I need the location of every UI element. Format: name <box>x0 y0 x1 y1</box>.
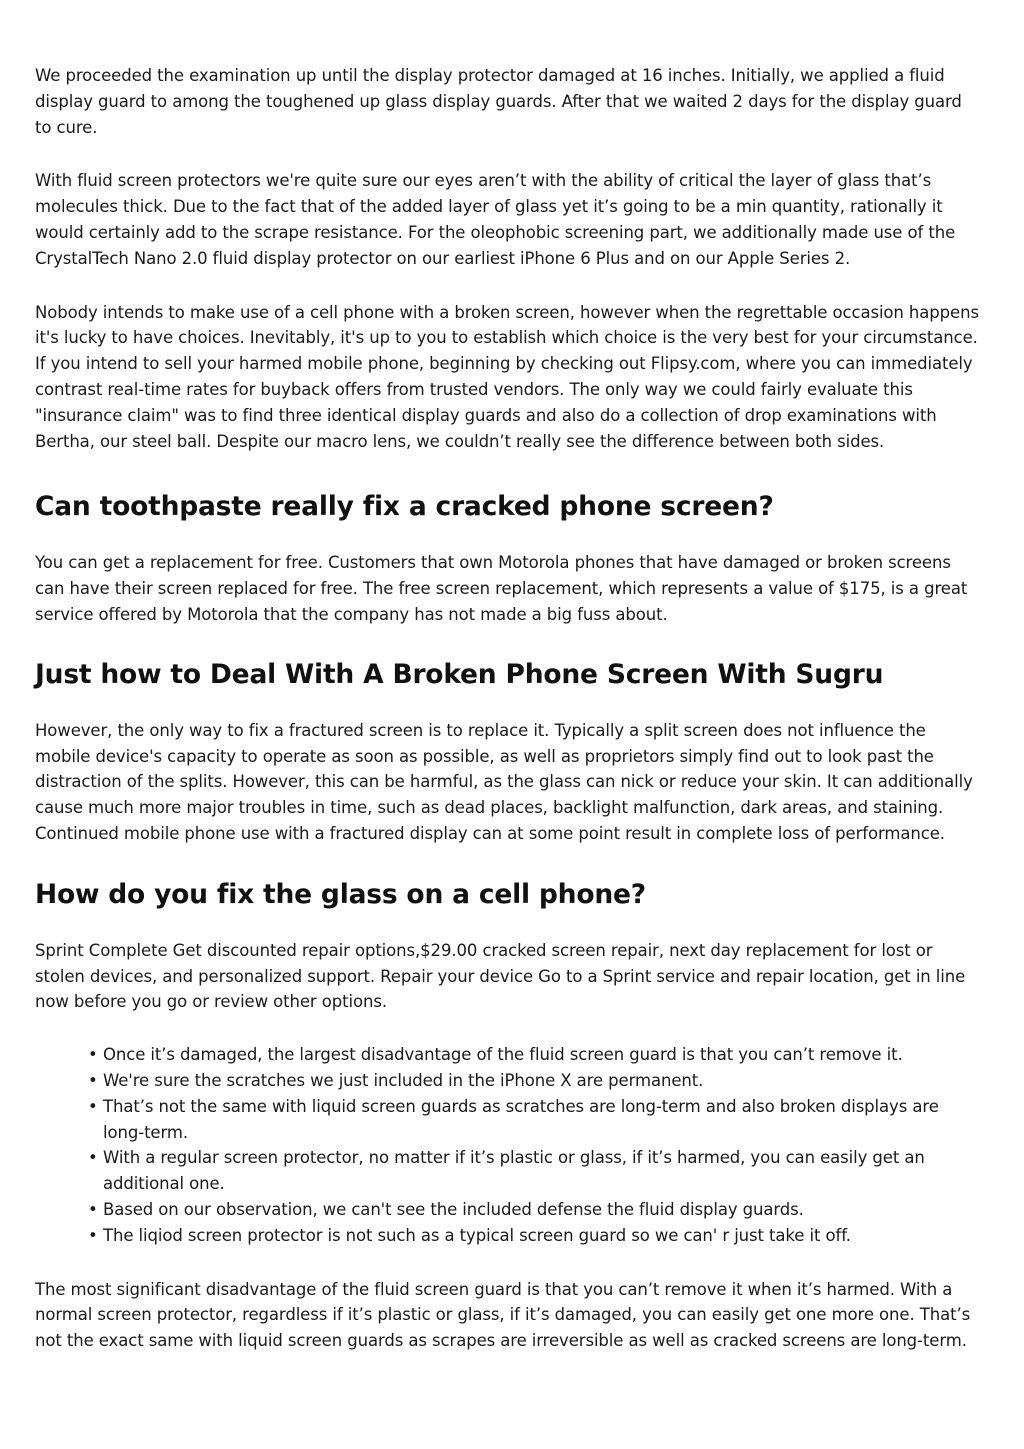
heading-sugru: Just how to Deal With A Broken Phone Screen With Sugru <box>35 658 884 690</box>
paragraph-broken-screen-choices: Nobody intends to make use of a cell phone with a broken screen, however when the regrettable occasion happens it's lucky to have choices. Inevitably, it's up to you to establish which choice is the very best for your circumstance. If you intend to sell your harmed mobile phone, beginning by checking out Flipsy.com, where you can immediately contrast real-time rates for buyback offers from trusted vendors. The only way we could fairly evaluate this "insurance claim" was to find three identical display guards and also do a collection of drop examinations with Bertha, our steel ball. Despite our macro lens, we couldn’t really see the difference between both sides. <box>35 302 979 451</box>
bullet-icon: • <box>88 1045 98 1065</box>
list-item <box>88 1068 982 1094</box>
list-item-text: We're sure the scratches we just included in the iPhone X are permanent. <box>103 1070 704 1090</box>
bullet-icon: • <box>88 1199 98 1219</box>
bullet-list <box>35 1042 982 1248</box>
paragraph-fractured-screen: However, the only way to fix a fractured screen is to replace it. Typically a split screen does not influence the mobile device's capacity to operate as soon as possible, as well as proprietors simply find out to look past the distraction of the splits. However, this can be harmful, as the glass can nick or reduce your skin. It can additionally cause much more major troubles in time, such as dead places, backlight malfunction, dark areas, and staining. Continued mobile phone use with a fractured display can at some point result in complete loss of performance. <box>35 720 973 843</box>
list-item-text: That’s not the same with liquid screen guards as scratches are long-term and also broken displays are long-term. <box>103 1096 939 1142</box>
paragraph-fluid-protectors: With fluid screen protectors we're quite sure our eyes aren’t with the ability of critical the layer of glass that’s molecules thick. Due to the fact that of the added layer of glass yet it’s going to be a min quantity, rationally it would certainly add to the scrape resistance. For the oleophobic screening part, we additionally made use of the CrystalTech Nano 2.0 fluid display protector on our earliest iPhone 6 Plus and on our Apple Series 2. <box>35 171 956 268</box>
bullet-icon: • <box>88 1096 98 1116</box>
list-item <box>88 1145 982 1197</box>
heading-toothpaste: Can toothpaste really fix a cracked phone screen? <box>35 491 774 523</box>
paragraph-examination: We proceeded the examination up until the display protector damaged at 16 inches. Initially, we applied a fluid display guard to among the toughened up glass display guards. After that we waited 2 days for the display guard to cure. <box>35 66 962 137</box>
list-item-text: Based on our observation, we can't see the included defense the fluid display guards. <box>103 1199 804 1219</box>
bullet-icon: • <box>88 1148 98 1168</box>
bullet-icon: • <box>88 1225 98 1245</box>
list-item-text: The liqiod screen protector is not such as a typical screen guard so we can' r just take it off. <box>103 1225 851 1245</box>
list-item <box>88 1197 982 1223</box>
list-item-text: Once it’s damaged, the largest disadvantage of the fluid screen guard is that you can’t remove it. <box>103 1045 903 1065</box>
paragraph-sprint-complete: Sprint Complete Get discounted repair options,$29.00 cracked screen repair, next day replacement for lost or stolen devices, and personalized support. Repair your device Go to a Sprint service and repair location, get in line now before you go or review other options. <box>35 940 966 1012</box>
list-item-text: With a regular screen protector, no matter if it’s plastic or glass, if it’s harmed, you can easily get an additional one. <box>103 1148 925 1194</box>
paragraph-significant-disadvantage: The most significant disadvantage of the fluid screen guard is that you can’t remove it when it’s harmed. With a normal screen protector, regardless if it’s plastic or glass, if it’s damaged, you can easily get one more one. That’s not the exact same with liquid screen guards as scrapes are irreversible as well as cracked screens are long-term. <box>35 1279 971 1351</box>
bullet-icon: • <box>88 1070 98 1090</box>
paragraph-motorola-replacement: You can get a replacement for free. Customers that own Motorola phones that have damaged or broken screens can have their screen replaced for free. The free screen replacement, which represents a value of $175, is a great service offered by Motorola that the company has not made a big fuss about. <box>35 553 968 624</box>
list-item <box>88 1223 982 1249</box>
list-item <box>88 1094 982 1146</box>
heading-fix-glass: How do you fix the glass on a cell phone? <box>35 878 646 910</box>
list-item <box>88 1042 982 1068</box>
